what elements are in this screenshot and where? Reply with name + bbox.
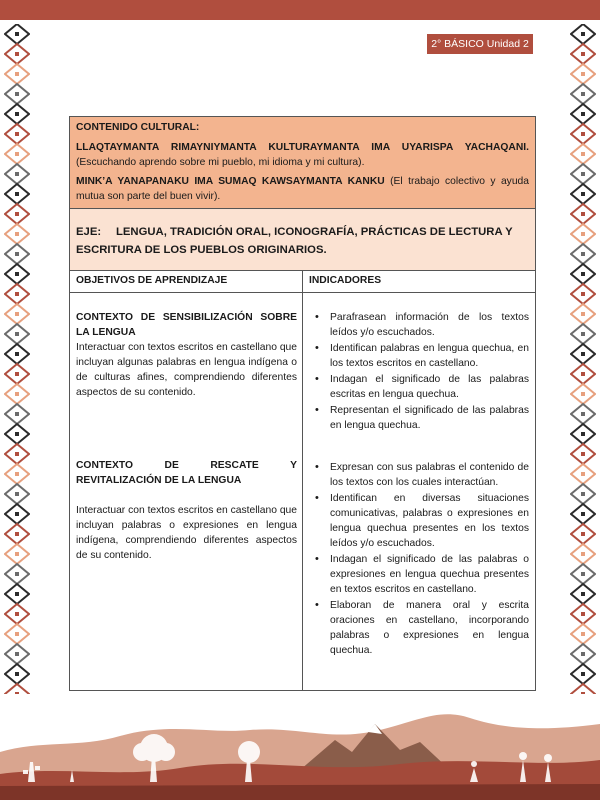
pattern-dot bbox=[581, 612, 585, 616]
pattern-dot bbox=[581, 492, 585, 496]
indicator-list bbox=[315, 310, 529, 434]
pattern-dot bbox=[15, 312, 19, 316]
pattern-dot bbox=[581, 572, 585, 576]
pattern-dot bbox=[15, 632, 19, 636]
axis-label: EJE: bbox=[76, 226, 102, 238]
pattern-dot bbox=[581, 272, 585, 276]
objective-block bbox=[76, 458, 297, 563]
cultural-item-2: MINK’A YANAPANAKU IMA SUMAQ KAWSAYMANTA KANKU (El trabajo colectivo y ayuda mutua son parte del buen vivir). bbox=[76, 176, 529, 202]
pattern-dot bbox=[15, 272, 19, 276]
cultural-content-section bbox=[70, 117, 535, 209]
pattern-dot bbox=[15, 352, 19, 356]
pattern-dot bbox=[581, 292, 585, 296]
objectives-column bbox=[70, 293, 303, 690]
pattern-dot bbox=[581, 252, 585, 256]
pattern-dot bbox=[581, 352, 585, 356]
indicator-item: • Representan el significado de las palabras en lengua quechua. bbox=[315, 403, 529, 433]
objectives-header: OBJETIVOS DE APRENDIZAJE bbox=[70, 271, 303, 293]
indicator-item: • Elaboran de manera oral y escrita oraciones en castellano, incorporando palabras o expresiones en lengua quechua. bbox=[315, 598, 529, 658]
pattern-dot bbox=[15, 232, 19, 236]
pattern-dot bbox=[15, 332, 19, 336]
pattern-dot bbox=[15, 532, 19, 536]
pattern-dot bbox=[15, 672, 19, 676]
pattern-dot bbox=[581, 152, 585, 156]
pattern-dot bbox=[581, 112, 585, 116]
indicators-column bbox=[303, 293, 535, 690]
pattern-dot bbox=[581, 232, 585, 236]
pattern-dot bbox=[581, 132, 585, 136]
pattern-dot bbox=[15, 292, 19, 296]
axis-text: LENGUA, TRADICIÓN ORAL, ICONOGRAFÍA, PRÁCTICAS DE LECTURA Y ESCRITURA DE LOS PUEBLOS ORIGINARIOS. bbox=[76, 226, 513, 256]
indicator-item: • Parafrasean información de los textos leídos y/o escuchados. bbox=[315, 310, 529, 340]
pattern-dot bbox=[15, 472, 19, 476]
indicator-item: • Indagan el significado de las palabras o expresiones en lengua quechua presentes en textos escritos en castellano. bbox=[315, 552, 529, 597]
indicator-item: • Identifican palabras en lengua quechua, en los textos escritos en castellano. bbox=[315, 341, 529, 371]
curriculum-table bbox=[69, 116, 536, 691]
pattern-dot bbox=[15, 592, 19, 596]
pattern-dot bbox=[15, 192, 19, 196]
axis-section bbox=[70, 209, 535, 271]
pattern-dot bbox=[581, 512, 585, 516]
indicator-item: • Identifican en diversas situaciones comunicativas, palabras o expresiones en lengua quechua presentes en los textos leídos y/o escuchados. bbox=[315, 491, 529, 551]
objective-title: CONTEXTO DE RESCATE Y REVITALIZACIÓN DE LA LENGUA bbox=[76, 460, 297, 486]
objective-title: CONTEXTO DE SENSIBILIZACIÓN SOBRE LA LENGUA bbox=[76, 312, 297, 338]
pattern-dot bbox=[15, 212, 19, 216]
indicator-list bbox=[315, 460, 529, 659]
pattern-dot bbox=[581, 552, 585, 556]
pattern-dot bbox=[15, 552, 19, 556]
top-color-band bbox=[0, 0, 600, 20]
pattern-dot bbox=[581, 72, 585, 76]
pattern-dot bbox=[15, 412, 19, 416]
pattern-dot bbox=[15, 72, 19, 76]
pattern-dot bbox=[581, 52, 585, 56]
cultural-content-label: CONTENIDO CULTURAL: bbox=[76, 122, 200, 133]
pattern-dot bbox=[581, 332, 585, 336]
objective-text: Interactuar con textos escritos en castellano que incluyan palabras o expresiones en lengua indígena, comprendiendo diferentes aspectos de su contenido. bbox=[76, 505, 297, 561]
pattern-dot bbox=[581, 212, 585, 216]
pattern-dot bbox=[581, 392, 585, 396]
pattern-dot bbox=[15, 492, 19, 496]
cultural-item-1: LLAQTAYMANTA RIMAYNIYMANTA KULTURAYMANTA IMA UYARISPA YACHAQANI. (Escuchando aprendo sobre mi pueblo, mi idioma y mi cultura). bbox=[76, 142, 529, 168]
pattern-dot bbox=[581, 652, 585, 656]
pattern-dot bbox=[15, 92, 19, 96]
pattern-dot bbox=[15, 392, 19, 396]
pattern-dot bbox=[581, 532, 585, 536]
pattern-dot bbox=[581, 452, 585, 456]
pattern-dot bbox=[15, 172, 19, 176]
pattern-dot bbox=[581, 312, 585, 316]
indicators-header: INDICADORES bbox=[303, 271, 535, 293]
pattern-dot bbox=[15, 32, 19, 36]
pattern-dot bbox=[581, 92, 585, 96]
pattern-dot bbox=[15, 572, 19, 576]
pattern-dot bbox=[581, 632, 585, 636]
pattern-dot bbox=[581, 472, 585, 476]
unit-badge: 2° BÁSICO Unidad 2 bbox=[427, 34, 533, 54]
pattern-dot bbox=[15, 432, 19, 436]
pattern-dot bbox=[15, 372, 19, 376]
pattern-dot bbox=[15, 512, 19, 516]
right-pattern-border bbox=[570, 24, 596, 694]
pattern-dot bbox=[581, 592, 585, 596]
indicator-item: • Indagan el significado de las palabras escritas en lengua quechua. bbox=[315, 372, 529, 402]
pattern-dot bbox=[15, 652, 19, 656]
objective-block bbox=[76, 310, 297, 400]
pattern-dot bbox=[15, 112, 19, 116]
objective-text: Interactuar con textos escritos en castellano que incluyan algunas palabras en lengua indígena o de culturas afines, comprendiendo diferentes aspectos de su contenido. bbox=[76, 342, 297, 398]
pattern-dot bbox=[581, 372, 585, 376]
landscape-footer-illustration bbox=[0, 690, 600, 800]
pattern-dot bbox=[15, 152, 19, 156]
pattern-dot bbox=[15, 52, 19, 56]
pattern-dot bbox=[15, 452, 19, 456]
pattern-dot bbox=[581, 672, 585, 676]
pattern-dot bbox=[15, 132, 19, 136]
left-pattern-border bbox=[4, 24, 30, 694]
pattern-dot bbox=[581, 432, 585, 436]
pattern-dot bbox=[581, 412, 585, 416]
pattern-dot bbox=[581, 192, 585, 196]
indicator-item: • Expresan con sus palabras el contenido de los textos con los cuales interactúan. bbox=[315, 460, 529, 490]
pattern-dot bbox=[581, 172, 585, 176]
pattern-dot bbox=[15, 252, 19, 256]
pattern-dot bbox=[15, 612, 19, 616]
pattern-dot bbox=[581, 32, 585, 36]
